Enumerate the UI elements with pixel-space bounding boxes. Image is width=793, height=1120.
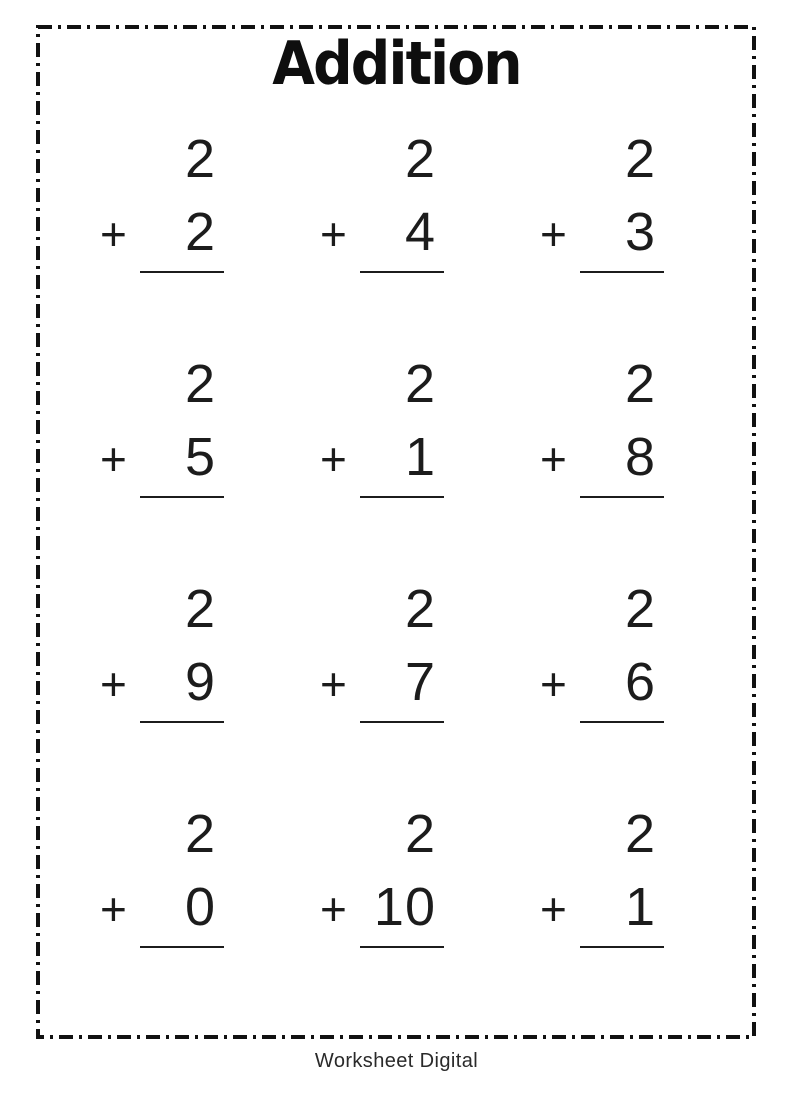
bottom-addend: 9 <box>184 651 216 712</box>
problem-9 <box>540 573 664 798</box>
problem-6 <box>540 348 664 573</box>
top-addend: 2 <box>184 129 216 189</box>
top-addend: 2 <box>624 354 656 414</box>
bottom-addend: 2 <box>184 201 216 262</box>
problem-11 <box>320 798 444 1023</box>
bottom-addend: 7 <box>404 651 436 712</box>
top-addend: 2 <box>624 804 656 864</box>
bottom-addend: 4 <box>404 201 436 262</box>
problem-5 <box>320 348 444 573</box>
answer-line <box>140 946 224 948</box>
top-addend: 2 <box>404 804 436 864</box>
answer-line <box>140 496 224 498</box>
top-addend: 2 <box>184 579 216 639</box>
answer-line <box>580 946 664 948</box>
answer-line <box>580 496 664 498</box>
answer-line <box>360 271 444 273</box>
answer-line <box>580 721 664 723</box>
bottom-addend: 10 <box>373 876 436 937</box>
bottom-addend: 1 <box>624 876 656 937</box>
problem-1 <box>100 123 224 348</box>
top-addend: 2 <box>184 804 216 864</box>
plus-operator: + <box>100 882 127 935</box>
plus-operator: + <box>540 432 567 485</box>
bottom-addend: 8 <box>624 426 656 487</box>
top-addend: 2 <box>624 579 656 639</box>
answer-line <box>140 721 224 723</box>
bottom-addend: 0 <box>184 876 216 937</box>
plus-operator: + <box>540 882 567 935</box>
answer-line <box>360 496 444 498</box>
footer-brand: Worksheet Digital <box>314 1050 479 1072</box>
bottom-addend: 1 <box>404 426 436 487</box>
problem-4 <box>100 348 224 573</box>
plus-operator: + <box>320 657 347 710</box>
bottom-addend: 5 <box>184 426 216 487</box>
problem-10 <box>100 798 224 1023</box>
answer-line <box>360 721 444 723</box>
answer-line <box>580 271 664 273</box>
top-addend: 2 <box>404 579 436 639</box>
answer-line <box>140 271 224 273</box>
bottom-addend: 6 <box>624 651 656 712</box>
bottom-addend: 3 <box>624 201 656 262</box>
top-addend: 2 <box>624 129 656 189</box>
top-addend: 2 <box>404 354 436 414</box>
problem-7 <box>100 573 224 798</box>
plus-operator: + <box>540 207 567 260</box>
plus-operator: + <box>540 657 567 710</box>
problems-grid <box>52 123 712 1023</box>
plus-operator: + <box>320 432 347 485</box>
top-addend: 2 <box>184 354 216 414</box>
problem-8 <box>320 573 444 798</box>
plus-operator: + <box>320 882 347 935</box>
top-addend: 2 <box>404 129 436 189</box>
problem-2 <box>320 123 444 348</box>
problem-12 <box>540 798 664 1023</box>
plus-operator: + <box>100 432 127 485</box>
plus-operator: + <box>100 207 127 260</box>
plus-operator: + <box>320 207 347 260</box>
problem-3 <box>540 123 664 348</box>
answer-line <box>360 946 444 948</box>
page-title: Addition <box>272 29 521 99</box>
plus-operator: + <box>100 657 127 710</box>
